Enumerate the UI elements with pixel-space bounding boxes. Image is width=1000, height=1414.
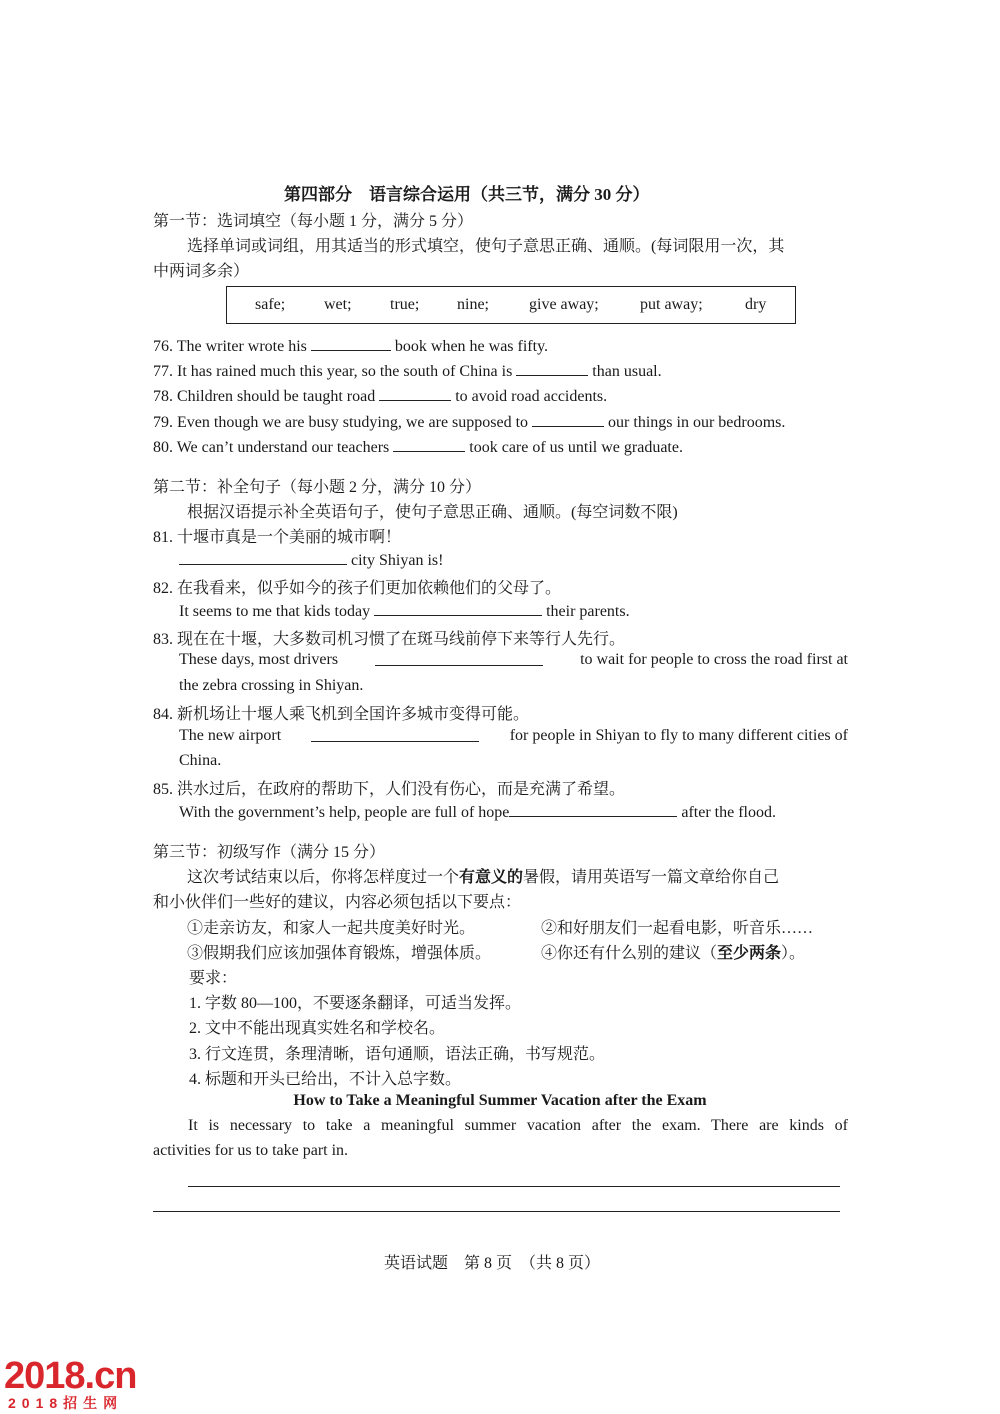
answer-blank[interactable] [509, 802, 677, 817]
part-title: 第四部分 语言综合运用（共三节，满分 30 分） [284, 185, 650, 204]
section2-heading: 第二节：补全句子（每小题 2 分，满分 10 分） [153, 479, 482, 496]
requirement-2: 2. 文中不能出现真实姓名和学校名。 [189, 1020, 446, 1037]
writing-point-1: ①走亲访友，和家人一起共度美好时光。 [187, 920, 476, 937]
answer-blank[interactable] [311, 727, 479, 742]
question-84-english-line2: China. [179, 752, 222, 769]
word-bank-item: wet; [324, 296, 352, 313]
word-bank-item: give away; [529, 296, 599, 313]
question-77: 77. It has rained much this year, so the south of China is than usual. [153, 363, 662, 380]
answer-blank[interactable] [532, 412, 604, 427]
page-footer: 英语试题 第 8 页 （共 8 页） [384, 1255, 601, 1272]
question-85-english: With the government’s help, people are full of hope after the flood. [179, 804, 776, 821]
question-83-chinese: 83. 现在在十堰，大多数司机习惯了在斑马线前停下来等行人先行。 [153, 631, 626, 648]
answer-blank[interactable] [375, 651, 543, 666]
answer-blank[interactable] [311, 336, 391, 351]
question-82-chinese: 82. 在我看来，似乎如今的孩子们更加依赖他们的父母了。 [153, 580, 562, 597]
requirements-label: 要求： [189, 970, 238, 987]
writing-line[interactable] [153, 1211, 840, 1212]
word-bank-box [226, 286, 796, 324]
question-83-english-line2: the zebra crossing in Shiyan. [179, 677, 364, 694]
writing-point-2: ②和好朋友们一起看电影，听音乐…… [541, 920, 814, 937]
answer-blank[interactable] [516, 361, 588, 376]
essay-title: How to Take a Meaningful Summer Vacation after the Exam [293, 1092, 707, 1109]
question-85-chinese: 85. 洪水过后，在政府的帮助下，人们没有伤心，而是充满了希望。 [153, 781, 626, 798]
word-bank-item: put away; [640, 296, 703, 313]
answer-blank[interactable] [179, 550, 347, 565]
section1-instruction-line1: 选择单词或词组，用其适当的形式填空，使句子意思正确、通顺。(每词限用一次，其 [187, 238, 785, 255]
section2-instruction: 根据汉语提示补全英语句子，使句子意思正确、通顺。(每空词数不限) [187, 504, 678, 521]
writing-point-4: ④你还有什么别的建议（至少两条）。 [541, 945, 806, 962]
word-bank-item: true; [390, 296, 420, 313]
essay-opening-line1: It is necessary to take a meaningful summer vacation after the exam. There are kinds of [188, 1117, 848, 1134]
word-bank-item: safe; [255, 296, 286, 313]
question-79: 79. Even though we are busy studying, we are supposed to our things in our bedrooms. [153, 414, 786, 431]
watermark-logo-number: 2018.cn [4, 1355, 137, 1397]
question-81-chinese: 81. 十堰市真是一个美丽的城市啊！ [153, 529, 402, 546]
essay-opening-line2: activities for us to take part in. [153, 1142, 349, 1159]
word-bank-item: dry [745, 296, 767, 313]
question-76: 76. The writer wrote his book when he was fifty. [153, 338, 549, 355]
section1-instruction-line2: 中两词多余） [153, 263, 250, 280]
question-82-english: It seems to me that kids today their parents. [179, 603, 630, 620]
writing-line[interactable] [188, 1186, 840, 1187]
section1-heading: 第一节：选词填空（每小题 1 分，满分 5 分） [153, 213, 474, 230]
word-bank-item: nine; [457, 296, 489, 313]
requirement-1: 1. 字数 80—100，不要逐条翻译，可适当发挥。 [189, 995, 522, 1012]
question-84-english-line1: The new airport for people in Shiyan to fly to many different cities of [179, 727, 848, 744]
section3-heading: 第三节：初级写作（满分 15 分） [153, 844, 386, 861]
answer-blank[interactable] [374, 601, 542, 616]
watermark-logo-sub: 2018招生网 [8, 1395, 124, 1411]
answer-blank[interactable] [379, 386, 451, 401]
section3-intro-line2: 和小伙伴们一些好的建议，内容必须包括以下要点： [153, 894, 522, 911]
question-78: 78. Children should be taught road to avoid road accidents. [153, 388, 608, 405]
writing-point-3: ③假期我们应该加强体育锻炼，增强体质。 [187, 945, 492, 962]
requirement-3: 3. 行文连贯，条理清晰，语句通顺，语法正确，书写规范。 [189, 1046, 606, 1063]
answer-blank[interactable] [393, 437, 465, 452]
question-81-english: city Shiyan is! [179, 550, 443, 570]
requirement-4: 4. 标题和开头已给出，不计入总字数。 [189, 1071, 462, 1088]
question-83-english-line1: These days, most drivers to wait for people to cross the road first at [179, 651, 848, 668]
section3-intro-line1: 这次考试结束以后，你将怎样度过一个有意义的暑假，请用英语写一篇文章给你自己 [187, 869, 780, 886]
question-80: 80. We can’t understand our teachers took care of us until we graduate. [153, 439, 683, 456]
question-84-chinese: 84. 新机场让十堰人乘飞机到全国许多城市变得可能。 [153, 706, 530, 723]
